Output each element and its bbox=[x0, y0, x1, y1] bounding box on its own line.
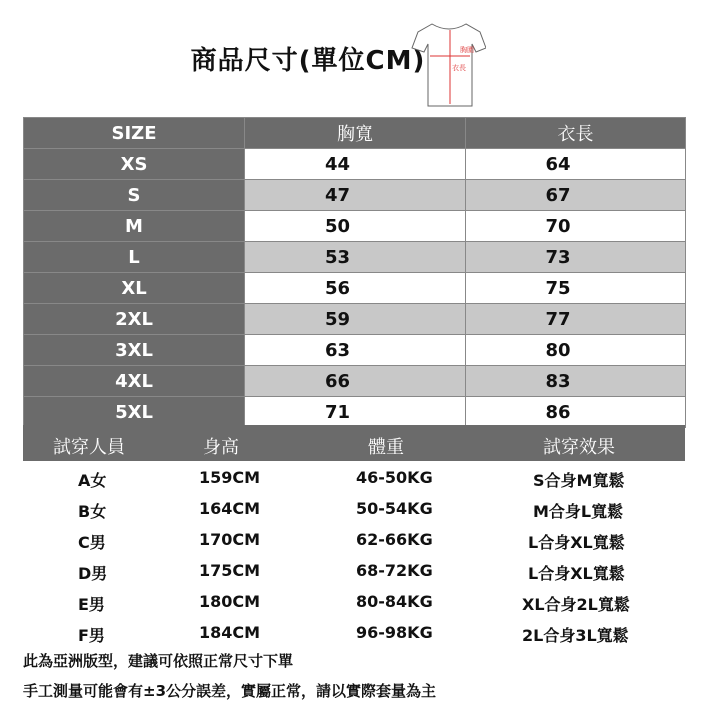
header-effect: 試穿效果 bbox=[543, 437, 615, 458]
table-row bbox=[24, 397, 686, 428]
weight-cell: 96-98KG bbox=[356, 623, 433, 642]
table-row bbox=[24, 366, 686, 397]
size-cell: XS bbox=[24, 149, 245, 180]
table-row bbox=[23, 618, 685, 648]
table-row bbox=[24, 242, 686, 273]
fit-table-header bbox=[23, 425, 685, 461]
table-row bbox=[23, 525, 685, 555]
effect-cell: XL合身2L寬鬆 bbox=[522, 595, 630, 614]
size-cell: 2XL bbox=[24, 304, 245, 335]
header-size: SIZE bbox=[24, 118, 245, 149]
length-value: 70 bbox=[545, 215, 571, 237]
page-title: 商品尺寸(單位CM) bbox=[190, 46, 426, 76]
table-row bbox=[24, 180, 686, 211]
length-value: 73 bbox=[545, 246, 571, 268]
size-cell: XL bbox=[24, 273, 245, 304]
size-cell: M bbox=[24, 211, 245, 242]
size-cell: 5XL bbox=[24, 397, 245, 428]
tshirt-diagram bbox=[410, 18, 486, 110]
chest-value: 53 bbox=[325, 246, 351, 268]
header-chest: 胸寬 bbox=[245, 118, 466, 149]
length-value: 83 bbox=[545, 370, 571, 392]
length-value: 77 bbox=[545, 308, 571, 330]
person-cell: F男 bbox=[78, 626, 105, 645]
length-value: 80 bbox=[545, 339, 571, 361]
chest-value: 66 bbox=[325, 370, 351, 392]
height-cell: 170CM bbox=[199, 530, 261, 549]
size-table bbox=[23, 117, 686, 428]
chest-value: 44 bbox=[325, 153, 351, 175]
height-cell: 175CM bbox=[199, 561, 261, 580]
note-line-2: 手工測量可能會有±3公分誤差，實屬正常，請以實際套量為主 bbox=[23, 682, 437, 700]
length-label: 衣長 bbox=[452, 64, 466, 72]
header-height: 身高 bbox=[203, 437, 239, 458]
person-cell: D男 bbox=[78, 564, 108, 583]
weight-cell: 80-84KG bbox=[356, 592, 433, 611]
height-cell: 180CM bbox=[199, 592, 261, 611]
chest-value: 47 bbox=[325, 184, 351, 206]
note-line-1: 此為亞洲版型，建議可依照正常尺寸下單 bbox=[23, 652, 294, 670]
length-value: 86 bbox=[545, 401, 571, 423]
size-cell: 3XL bbox=[24, 335, 245, 366]
length-value: 75 bbox=[545, 277, 571, 299]
weight-cell: 62-66KG bbox=[356, 530, 433, 549]
person-cell: A女 bbox=[78, 471, 107, 490]
effect-cell: M合身L寬鬆 bbox=[533, 502, 624, 521]
table-row bbox=[23, 556, 685, 586]
weight-cell: 68-72KG bbox=[356, 561, 433, 580]
height-cell: 164CM bbox=[199, 499, 261, 518]
table-row bbox=[23, 587, 685, 617]
chest-value: 63 bbox=[325, 339, 351, 361]
header-person: 試穿人員 bbox=[53, 437, 125, 458]
size-cell: L bbox=[24, 242, 245, 273]
person-cell: C男 bbox=[78, 533, 106, 552]
size-table-header bbox=[24, 118, 686, 149]
weight-cell: 50-54KG bbox=[356, 499, 433, 518]
size-cell: 4XL bbox=[24, 366, 245, 397]
person-cell: E男 bbox=[78, 595, 105, 614]
chest-value: 50 bbox=[325, 215, 351, 237]
effect-cell: L合身XL寬鬆 bbox=[528, 564, 625, 583]
size-cell: S bbox=[24, 180, 245, 211]
effect-cell: S合身M寬鬆 bbox=[533, 471, 625, 490]
weight-cell: 46-50KG bbox=[356, 468, 433, 487]
header-length: 衣長 bbox=[466, 118, 686, 149]
table-row bbox=[23, 494, 685, 524]
header-weight: 體重 bbox=[368, 437, 404, 458]
height-cell: 184CM bbox=[199, 623, 261, 642]
chest-value: 56 bbox=[325, 277, 351, 299]
table-row bbox=[24, 211, 686, 242]
chest-value: 71 bbox=[325, 401, 351, 423]
table-row bbox=[24, 304, 686, 335]
person-cell: B女 bbox=[78, 502, 107, 521]
table-row bbox=[24, 335, 686, 366]
chest-value: 59 bbox=[325, 308, 351, 330]
table-row bbox=[24, 273, 686, 304]
effect-cell: L合身XL寬鬆 bbox=[528, 533, 625, 552]
length-value: 64 bbox=[545, 153, 571, 175]
chest-label: 胸圍 bbox=[460, 46, 474, 54]
effect-cell: 2L合身3L寬鬆 bbox=[522, 626, 629, 645]
length-value: 67 bbox=[545, 184, 571, 206]
height-cell: 159CM bbox=[199, 468, 261, 487]
table-row bbox=[23, 463, 685, 493]
table-row bbox=[24, 149, 686, 180]
